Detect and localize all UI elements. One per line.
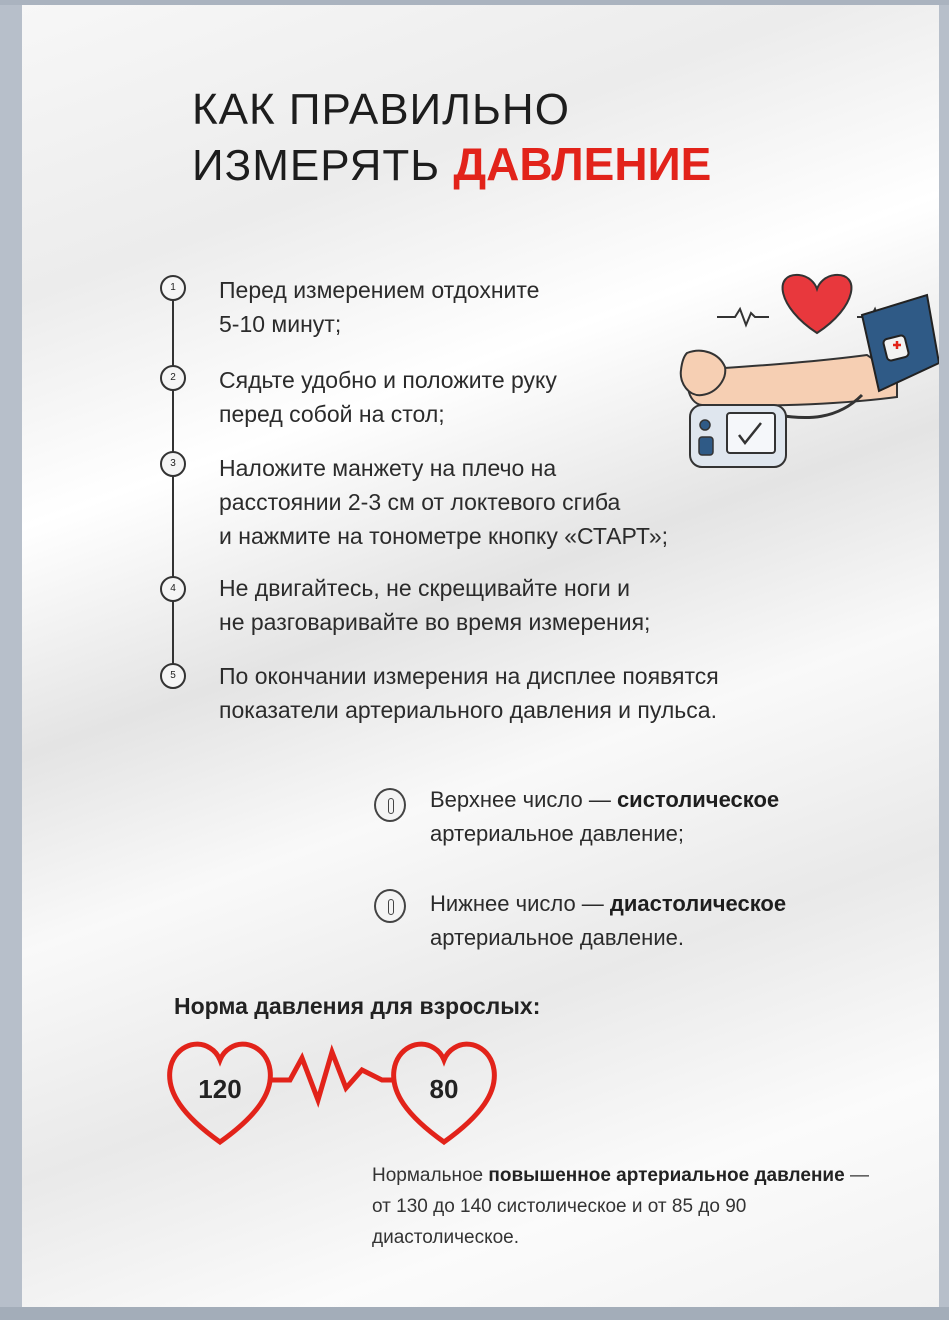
step-number-2: 2 — [160, 365, 186, 391]
note-diastolic-bold: диастолическое — [609, 891, 787, 916]
heart-icon — [783, 275, 852, 333]
info-icon — [374, 788, 406, 822]
systolic-value: 120 — [198, 1074, 242, 1104]
title-line-1: КАК ПРАВИЛЬНО — [192, 85, 570, 134]
infographic-poster — [22, 5, 939, 1307]
diastolic-value: 80 — [429, 1074, 459, 1104]
norm-hearts-graphic — [162, 1030, 502, 1150]
step-number-3: 3 — [160, 451, 186, 477]
screen-bottom-bar — [0, 1307, 949, 1320]
elevated-note-part2: — от 130 до 140 систолическое и от 85 до 90 диастолическое. — [372, 1165, 869, 1248]
note-diastolic-line2: артериальное давление. — [430, 925, 684, 950]
elevated-note-bold: повышенное артериальное давление — [488, 1165, 845, 1186]
step-number-1: 1 — [160, 275, 186, 301]
tonometer-screen-icon — [727, 413, 775, 453]
step-number-5: 5 — [160, 663, 186, 689]
steps-timeline — [172, 280, 174, 680]
elevated-note-part1: Нормальное — [372, 1165, 489, 1186]
note-systolic-plain: Верхнее число — — [430, 787, 617, 812]
page-title — [192, 83, 711, 193]
step-text-3: Наложите манжету на плечо на расстоянии 2-3 см от локтевого сгиба и нажмите на тонометре кнопку «СТАРТ»; — [219, 455, 669, 549]
title-accent: ДАВЛЕНИЕ — [453, 138, 712, 190]
step-text-5: По окончании измерения на дисплее появятся показатели артериального давления и пульса. — [219, 663, 719, 723]
norm-heading: Норма давления для взрослых: — [174, 993, 541, 1019]
note-systolic — [430, 783, 779, 851]
note-systolic-line2: артериальное давление; — [430, 821, 684, 846]
tonometer-panel-icon — [699, 437, 713, 455]
pulse-line-left-icon — [717, 309, 769, 325]
title-line-2 — [192, 137, 711, 193]
note-diastolic-plain: Нижнее число — — [430, 891, 610, 916]
step-text-4: Не двигайтесь, не скрещивайте ноги и не разговаривайте во время измерения; — [219, 575, 651, 635]
tonometer-button-icon — [700, 420, 710, 430]
pulse-zigzag-icon — [270, 1052, 394, 1100]
blood-pressure-monitor-illustration — [657, 255, 939, 485]
note-diastolic — [430, 887, 786, 955]
elevated-pressure-note — [372, 1160, 892, 1253]
info-icon — [374, 889, 406, 923]
title-plain: ИЗМЕРЯТЬ — [192, 141, 441, 190]
step-number-4: 4 — [160, 576, 186, 602]
step-text-2: Сядьте удобно и положите руку перед собой на стол; — [219, 367, 557, 427]
note-systolic-bold: систолическое — [616, 787, 780, 812]
step-text-1: Перед измерением отдохните 5-10 минут; — [219, 277, 540, 337]
